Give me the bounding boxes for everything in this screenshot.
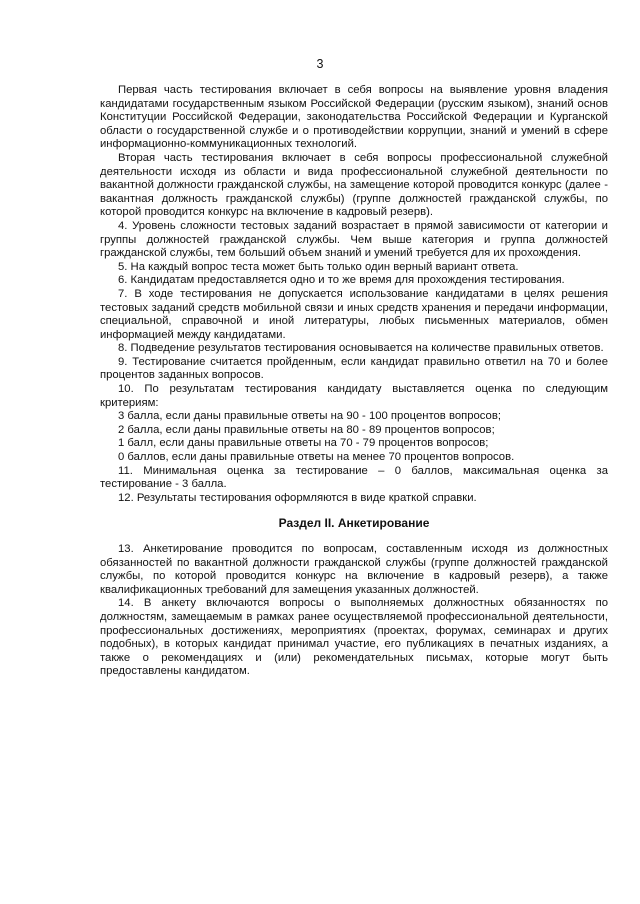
paragraph: 4. Уровень сложности тестовых заданий возрастает в прямой зависимости от категории и группы должностей гражданской службы. Чем выше категория и группа должностей гражданской службы, тем больший объем знаний и умений требуется для их прохождения.	[100, 219, 608, 260]
score-criterion: 0 баллов, если даны правильные ответы на менее 70 процентов вопросов.	[118, 451, 515, 464]
paragraph: 9. Тестирование считается пройденным, если кандидат правильно ответил на 70 и более процентов заданных вопросов.	[100, 355, 608, 382]
document-body	[100, 84, 608, 679]
paragraph: 6. Кандидатам предоставляется одно и то же время для прохождения тестирования.	[118, 274, 565, 287]
paragraph: 10. По результатам тестирования кандидату выставляется оценка по следующим критериям:	[100, 383, 608, 409]
paragraph: 8. Подведение результатов тестирования основывается на количестве правильных ответов.	[118, 342, 604, 355]
paragraph: Первая часть тестирования включает в себя вопросы на выявление уровня владения кандидатами государственным языком Российской Федерации (русским языком), знаний основ Конституции Российской Федерации, законодательства Российской Федерации и Курганской области о государственной службе и о противодействии коррупции, знаний и умений в сфере информационно-коммуникационных технологий.	[100, 84, 608, 151]
section-heading: Раздел II. Анкетирование	[278, 516, 430, 531]
score-criterion: 2 балла, если даны правильные ответы на 80 - 89 процентов вопросов;	[118, 423, 495, 436]
paragraph: 13. Анкетирование проводится по вопросам, составленным исходя из должностных обязанностей по вакантной должности гражданской службы (группе должностей гражданской службы, по которой проводится конкурс на включение в кадровый резерв), а также квалификационных требований для замещения указанных должностей.	[100, 543, 608, 596]
paragraph: 5. На каждый вопрос теста может быть только один верный вариант ответа.	[118, 260, 519, 273]
paragraph: Вторая часть тестирования включает в себя вопросы профессиональной служебной деятельности исходя из области и вида профессиональной служебной деятельности по вакантной должности гражданской службы, на замещение которой проводится конкурс (далее - вакантная должность гражданской службы) (группе должностей гражданской службы, по которой проводится конкурс на включение в кадровый резерв).	[100, 151, 608, 219]
paragraph: 11. Минимальная оценка за тестирование – 0 баллов, максимальная оценка за тестирование - 3 балла.	[100, 464, 608, 491]
score-criterion: 1 балл, если даны правильные ответы на 70 - 79 процентов вопросов;	[118, 437, 489, 450]
paragraph: 12. Результаты тестирования оформляются в виде краткой справки.	[118, 491, 477, 504]
score-criterion: 3 балла, если даны правильные ответы на 90 - 100 процентов вопросов;	[118, 410, 501, 423]
paragraph: 14. В анкету включаются вопросы о выполняемых должностных обязанностях по должностям, замещаемым в рамках ранее осуществляемой профессиональной деятельности, профессиональных достижениях, мероприятиях (проектах, форумах, семинарах и других подобных), в которых кандидат принимал участие, его публикациях в печатных изданиях, а также о рекомендациях и (или) рекомендательных письмах, которые могут быть предоставлены кандидатом.	[100, 597, 608, 678]
paragraph: 7. В ходе тестирования не допускается использование кандидатами в целях решения тестовых заданий средств мобильной связи и иных средств хранения и передачи информации, специальной, справочной и иной литературы, любых письменных материалов, обмен информацией между кандидатами.	[100, 287, 608, 341]
page-number: 3	[316, 57, 324, 71]
